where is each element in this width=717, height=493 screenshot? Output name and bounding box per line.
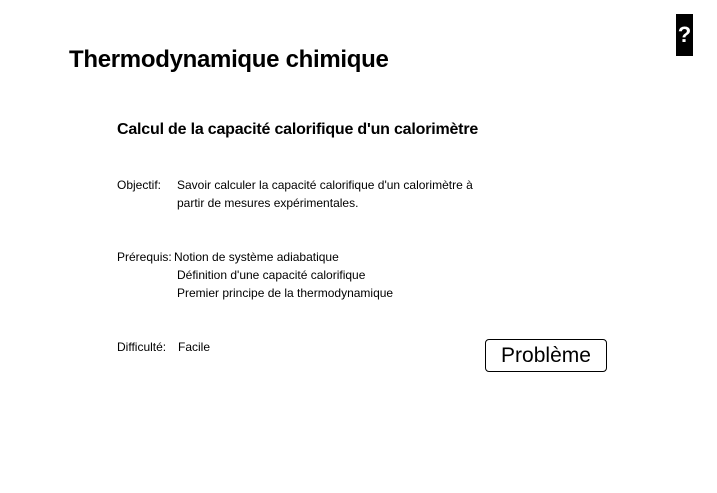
objective-text-line-2: partir de mesures expérimentales. [177,196,359,210]
prerequisite-item-1: Notion de système adiabatique [174,250,339,264]
objective-label: Objectif: [117,178,162,192]
prerequisite-item-2: Définition d'une capacité calorifique [177,268,366,282]
prerequisites-label: Prérequis: [117,250,172,264]
page-title: Thermodynamique chimique [69,46,389,73]
difficulty-value: Facile [178,340,211,354]
difficulty-label: Difficulté: [117,340,167,354]
objective-text-line-1: Savoir calculer la capacité calorifique d'un calorimètre à [177,178,473,192]
problem-button[interactable]: Problème [485,339,607,372]
exercise-title: Calcul de la capacité calorifique d'un calorimètre [117,121,479,138]
prerequisite-item-3: Premier principe de la thermodynamique [177,286,394,300]
help-button[interactable]: ? [676,14,693,56]
